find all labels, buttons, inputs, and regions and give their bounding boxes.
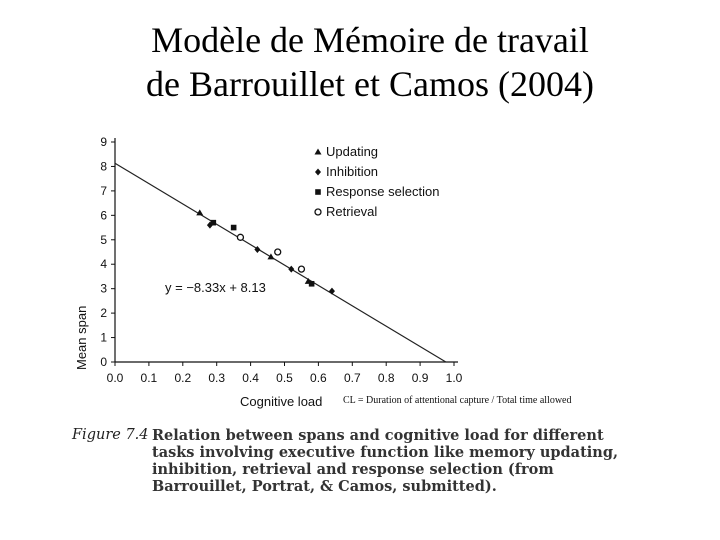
chart-axes: [100, 135, 462, 385]
x-tick-label: 0.0: [106, 371, 124, 385]
legend-label: Updating: [326, 144, 379, 159]
y-tick-label: 8: [100, 159, 107, 174]
x-axis-label: Cognitive load: [240, 394, 323, 409]
x-axis-note: CL = Duration of attentional capture / Total time allowed: [343, 395, 572, 406]
slide-title-line-1: Modèle de Mémoire de travail: [151, 20, 589, 60]
data-point: [329, 288, 335, 295]
y-tick-label: 0: [100, 355, 107, 369]
y-axis-label: Mean span: [74, 305, 89, 370]
x-tick-label: 1.0: [445, 371, 463, 385]
figure-caption: [72, 427, 642, 495]
legend-marker: [315, 209, 321, 215]
y-tick-label: 4: [100, 257, 107, 272]
y-tick-label: 2: [100, 306, 107, 321]
x-tick-label: 0.9: [411, 371, 429, 385]
x-tick-label: 0.7: [343, 371, 361, 385]
data-point: [237, 234, 243, 240]
figure-caption-text: Relation between spans and cognitive load for different tasks involving executive function like memory updating, inhibition, retrieval and response selection (from Barrouillet, Portrat, & Camos, submitted).: [152, 427, 619, 495]
y-tick-label: 7: [100, 183, 107, 198]
slide-title: [0, 18, 720, 106]
chart-legend: [315, 144, 440, 219]
legend-marker: [315, 149, 322, 155]
figure-label: Figure 7.4: [72, 427, 149, 443]
legend-marker: [315, 169, 321, 176]
y-tick-label: 6: [100, 208, 107, 223]
x-tick-label: 0.5: [276, 371, 293, 385]
data-point: [288, 266, 294, 273]
y-tick-label: 5: [100, 232, 107, 247]
x-tick-label: 0.3: [208, 371, 226, 385]
legend-label: Response selection: [326, 184, 440, 199]
x-tick-label: 0.4: [242, 371, 259, 385]
data-point: [267, 253, 274, 259]
x-tick-label: 0.6: [310, 371, 327, 385]
data-point: [231, 225, 237, 231]
x-tick-label: 0.2: [174, 371, 192, 385]
x-tick-label: 0.1: [140, 371, 158, 385]
y-tick-label: 3: [100, 281, 107, 296]
data-point: [275, 249, 281, 255]
x-tick-label: 0.8: [377, 371, 395, 385]
slide-title-line-2: de Barrouillet et Camos (2004): [146, 64, 594, 104]
legend-marker: [315, 189, 321, 195]
legend-label: Inhibition: [326, 164, 379, 179]
data-point: [309, 281, 315, 287]
legend-label: Retrieval: [326, 204, 378, 219]
data-point: [211, 220, 217, 226]
regression-equation: y = −8.33x + 8.13: [165, 280, 266, 295]
y-tick-label: 9: [100, 135, 107, 149]
data-point: [298, 266, 304, 272]
y-tick-label: 1: [100, 330, 107, 345]
scatter-chart: [0, 120, 720, 420]
